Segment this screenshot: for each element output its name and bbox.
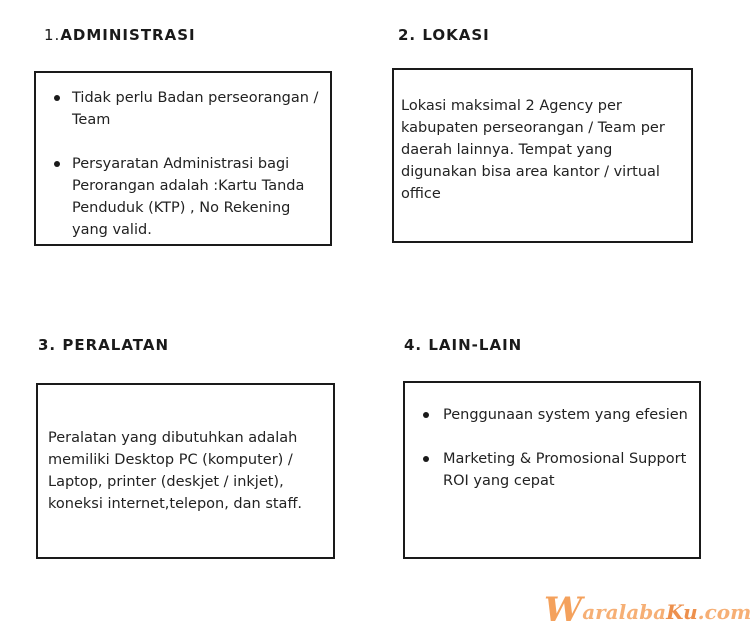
waralabaku-logo bbox=[544, 590, 751, 630]
section-1-list bbox=[36, 87, 330, 241]
section-1-box bbox=[34, 71, 332, 246]
list-item: Persyaratan Administrasi bagi Perorangan adalah :Kartu Tanda Penduduk (KTP) , No Rekening yang valid. bbox=[36, 153, 330, 241]
logo-tld: .com bbox=[697, 600, 751, 624]
section-2-number: 2. bbox=[398, 26, 417, 44]
section-4-number: 4. bbox=[404, 336, 423, 354]
list-item: Penggunaan system yang efesien bbox=[405, 404, 699, 426]
section-3-text: Peralatan yang dibutuhkan adalah memiliki Desktop PC (komputer) / Laptop, printer (deskjet / inkjet), koneksi internet,telepon, dan staff. bbox=[48, 430, 303, 512]
section-2-text: Lokasi maksimal 2 Agency per kabupaten perseorangan / Team per daerah lainnya. Tempat yang digunakan bisa area kantor / virtual office bbox=[401, 98, 665, 202]
section-3-heading bbox=[38, 336, 169, 354]
section-4-list bbox=[405, 404, 699, 492]
section-4-title: LAIN-LAIN bbox=[428, 336, 523, 354]
logo-w-mark: W bbox=[544, 590, 583, 630]
logo-text: aralaba bbox=[582, 600, 667, 624]
section-1-heading bbox=[44, 26, 196, 44]
section-1-title: ADMINISTRASI bbox=[60, 26, 196, 44]
section-2-box bbox=[392, 68, 693, 243]
section-4-box bbox=[403, 381, 701, 559]
section-1-number: 1. bbox=[44, 26, 61, 44]
section-3-number: 3. bbox=[38, 336, 57, 354]
logo-ku: Ku bbox=[666, 600, 698, 624]
section-3-box bbox=[36, 383, 335, 559]
section-2-title: LOKASI bbox=[422, 26, 490, 44]
section-3-title: PERALATAN bbox=[62, 336, 170, 354]
section-4-heading bbox=[404, 336, 522, 354]
list-item: Tidak perlu Badan perseorangan / Team bbox=[36, 87, 330, 131]
section-2-heading bbox=[398, 26, 490, 44]
list-item: Marketing & Promosional Support ROI yang cepat bbox=[405, 448, 699, 492]
